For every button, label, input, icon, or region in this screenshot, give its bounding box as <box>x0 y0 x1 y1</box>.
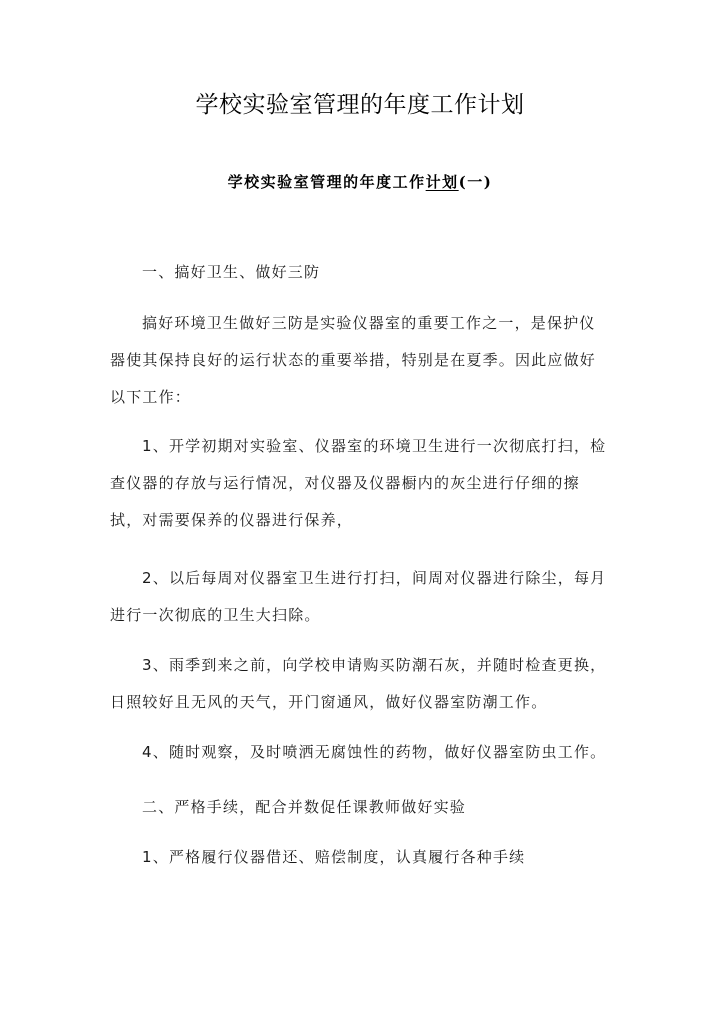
list-item-1-text: 1、开学初期对实验室、仪器室的环境卫生进行一次彻底打扫，检查仪器的存放与运行情况，对仪器及仪器橱内的灰尘进行仔细的擦拭，对需要保养的仪器进行保养， <box>110 437 607 529</box>
section-2-item-1: 1、严格履行仪器借还、赔偿制度，认真履行各种手续 <box>142 848 526 866</box>
intro-paragraph <box>110 305 610 416</box>
section-1-heading: 一、搞好卫生、做好三防 <box>142 263 321 281</box>
list-item-2 <box>110 560 610 634</box>
section-2-heading: 二、严格手续，配合并数促任课教师做好实验 <box>142 798 467 816</box>
list-item-3-text: 3、雨季到来之前，向学校申请购买防潮石灰，并随时检查更换，日照较好且无风的天气，开门窗通风，做好仪器室防潮工作。 <box>110 656 607 711</box>
document-subtitle <box>0 168 720 196</box>
list-item-1 <box>110 428 610 539</box>
list-item-2-text: 2、以后每周对仪器室卫生进行打扫，间周对仪器进行除尘，每月进行一次彻底的卫生大扫除。 <box>110 569 607 624</box>
list-item-4 <box>110 734 610 771</box>
list-item-3 <box>110 647 610 721</box>
intro-paragraph-text: 搞好环境卫生做好三防是实验仪器室的重要工作之一，是保护仪器使其保持良好的运行状态的重要举措，特别是在夏季。因此应做好以下工作： <box>110 314 597 406</box>
document-title: 学校实验室管理的年度工作计划 <box>195 92 525 118</box>
subtitle-underlined-text: 计划 <box>425 173 459 191</box>
subtitle-text: 学校实验室管理的年度工作 <box>227 173 426 191</box>
subtitle-suffix: (一) <box>458 173 493 191</box>
list-item-4-text: 4、随时观察，及时喷洒无腐蚀性的药物，做好仪器室防虫工作。 <box>142 743 607 761</box>
